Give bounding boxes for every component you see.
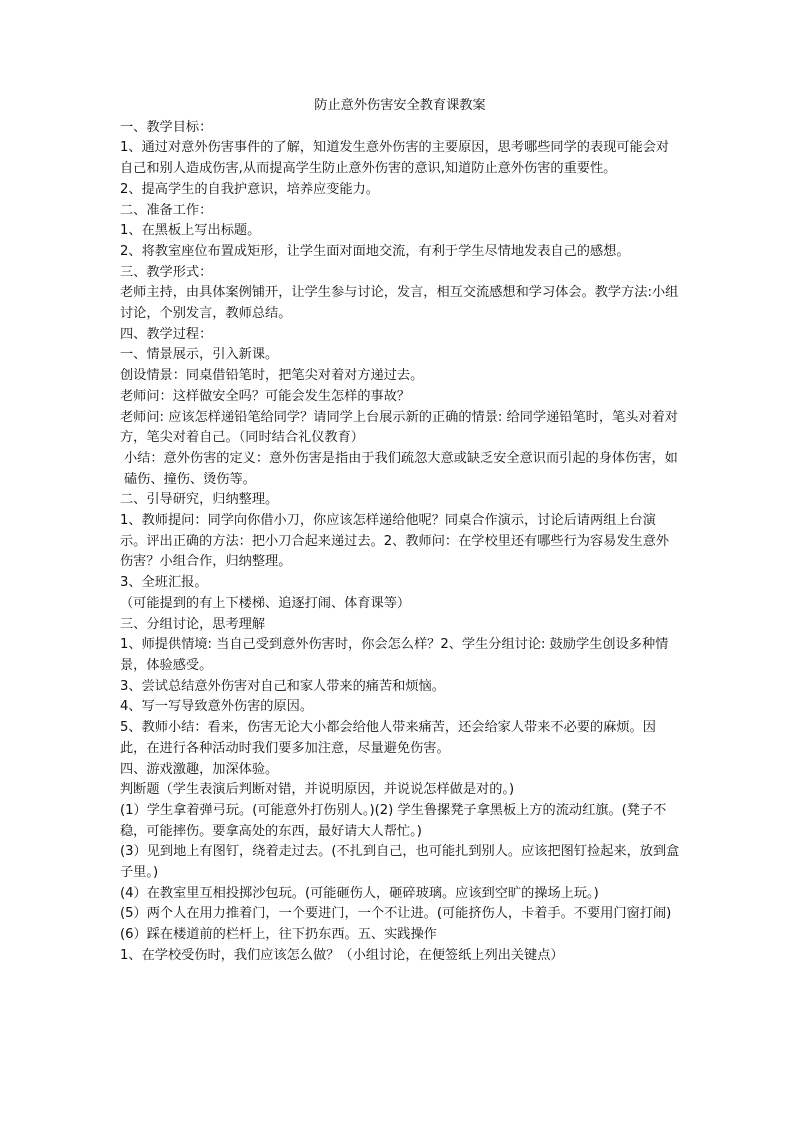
paragraph: 1、教师提问：同学向你借小刀，你应该怎样递给他呢？同桌合作演示，讨论后请两组上台演示。评出正确的方法：把小刀合起来递过去。2、教师问：在学校里还有哪些行为容易发生意外伤害？小组合作，归纳整理。 bbox=[120, 513, 670, 570]
paragraph: 3、全班汇报。 bbox=[120, 575, 208, 591]
section-heading-preparation: 二、准备工作： bbox=[120, 202, 213, 218]
paragraph: 3、尝试总结意外伤害对自己和家人带来的痛苦和烦恼。 bbox=[120, 678, 445, 694]
paragraph: 老师问：这样做安全吗？可能会发生怎样的事故？ bbox=[120, 388, 411, 404]
section-heading-objectives: 一、教学目标： bbox=[120, 119, 213, 135]
section-heading-process: 四、教学过程： bbox=[120, 326, 213, 342]
subheading: 一、情景展示，引入新课。 bbox=[120, 347, 279, 363]
paragraph: 1、通过对意外伤害事件的了解，知道发生意外伤害的主要原因，思考哪些同学的表现可能会对自己和别人造成伤害,从而提高学生防止意外伤害的意识,知道防止意外伤害的重要性。 bbox=[120, 140, 670, 177]
paragraph: 老师问: 应该怎样递铅笔给同学？请同学上台展示新的正确的情景: 给同学递铅笔时，笔头对着对 bbox=[120, 409, 678, 425]
list-item: (5）两个人在用力推着门，一个要进门，一个不让进。(可能挤伤人，卡着手。不要用门窗打闹) bbox=[120, 906, 672, 922]
paragraph: 1、在学校受伤时，我们应该怎么做？（小组讨论，在便签纸上列出关键点） bbox=[120, 947, 564, 963]
section-heading-format: 三、教学形式： bbox=[120, 264, 213, 280]
paragraph: 5、教师小结：看来，伤害无论大小都会给他人带来痛苦，还会给家人带来不必要的麻烦。因此，在进行各种活动时我们要多加注意，尽量避免伤害。 bbox=[120, 720, 656, 756]
subheading: 三、分组讨论，思考理解 bbox=[120, 616, 266, 632]
list-item: (1）学生拿着弹弓玩。(可能意外打伤别人。)(2) 学生鲁摞凳子拿黑板上方的流动红旗。(凳子不稳，可能摔伤。要拿高处的东西，最好请大人帮忙。) bbox=[120, 802, 667, 839]
paragraph: 创设情景：同桌借铅笔时，把笔尖对着对方递过去。 bbox=[120, 368, 424, 384]
document-title: 防止意外伤害安全教育课教案 bbox=[314, 98, 486, 113]
paragraph: 判断题（学生表演后判断对错，并说明原因，并说说怎样做是对的。) bbox=[120, 782, 515, 798]
subheading: 二、引导研究，归纳整理。 bbox=[120, 492, 279, 508]
paragraph: 1、师提供情境: 当自己受到意外伤害时，你会怎么样？2、学生分组讨论: 鼓励学生创设多种情景，体验感受。 bbox=[120, 637, 669, 673]
list-item: (6）踩在楼道前的栏杆上，往下扔东西。五、实践操作 bbox=[120, 927, 437, 943]
paragraph: 老师主持，由具体案例铺开，让学生参与讨论，发言，相互交流感想和学习体会。教学方法:小组讨论，个别发言，教师总结。 bbox=[120, 285, 679, 322]
subheading: 四、游戏激趣，加深体验。 bbox=[120, 761, 279, 777]
paragraph: 4、写一写导致意外伤害的原因。 bbox=[120, 699, 314, 715]
paragraph-summary: 小结：意外伤害的定义：意外伤害是指由于我们疏忽大意或缺乏安全意识而引起的身体伤害，如磕伤、撞伤、烫伤等。 bbox=[124, 450, 678, 487]
paragraph: 2、将教室座位布置成矩形，让学生面对面地交流，有利于学生尽情地发表自己的感想。 bbox=[120, 243, 630, 259]
list-item: (3）见到地上有图钉，绕着走过去。(不扎到自己，也可能扎到别人。应该把图钉捡起来，放到盒子里。) bbox=[120, 844, 680, 881]
paragraph: 1、在黑板上写出标题。 bbox=[120, 223, 261, 239]
document-body bbox=[120, 96, 680, 967]
list-item: (4）在教室里互相投掷沙包玩。(可能砸伤人，砸碎玻璃。应该到空旷的操场上玩。) bbox=[120, 885, 599, 901]
paragraph: 方，笔尖对着自己。（同时结合礼仪教育） bbox=[120, 430, 364, 446]
paragraph: 2、提高学生的自我护意识，培养应变能力。 bbox=[120, 181, 379, 197]
paragraph: （可能提到的有上下楼梯、追逐打闹、体育课等） bbox=[120, 595, 411, 611]
